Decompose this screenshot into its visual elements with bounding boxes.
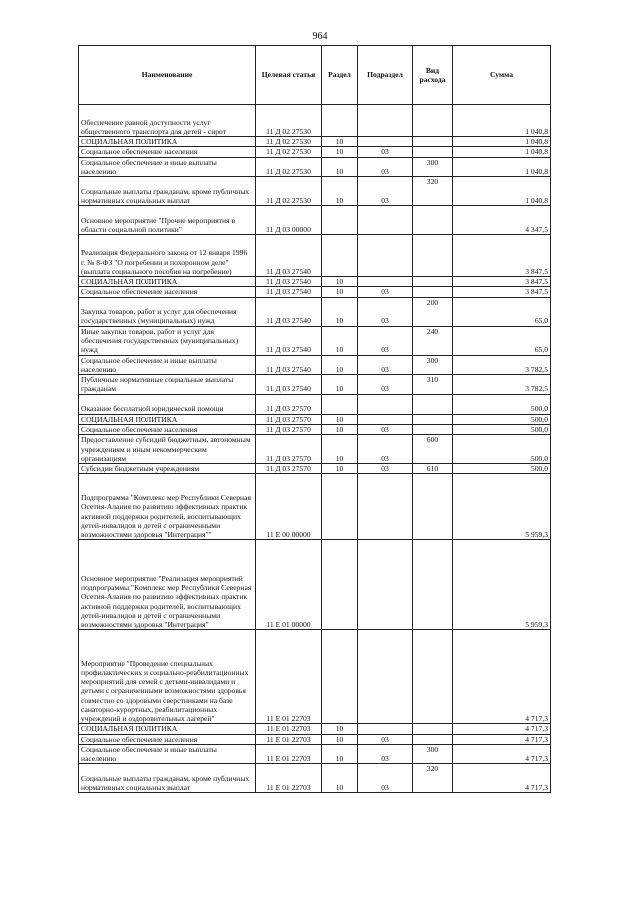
cell-code: 11 Д 02 27530 [256, 177, 322, 206]
cell-subsection [358, 235, 413, 277]
cell-sum: 3 847,5 [453, 235, 551, 277]
cell-kind: 300 [413, 355, 453, 375]
cell-section: 10 [322, 326, 358, 355]
cell-code: 11 Д 03 27570 [256, 414, 322, 424]
cell-subsection: 03 [358, 764, 413, 793]
cell-subsection [358, 394, 413, 414]
header-section: Раздел [322, 46, 358, 105]
cell-code: 11 Е 00 00000 [256, 474, 322, 540]
cell-subsection: 03 [358, 157, 413, 177]
cell-subsection: 03 [358, 177, 413, 206]
cell-subsection [358, 137, 413, 147]
cell-kind: 320 [413, 764, 453, 793]
table-row [79, 326, 551, 355]
table-row [79, 287, 551, 297]
table-row [79, 630, 551, 724]
cell-section [322, 206, 358, 235]
cell-sum: 1 040,8 [453, 177, 551, 206]
cell-name: Субсидии бюджетным учреждениям [79, 464, 256, 474]
header-name: Наименование [79, 46, 256, 105]
table-row [79, 375, 551, 395]
cell-kind [413, 147, 453, 157]
header-sum: Сумма [453, 46, 551, 105]
cell-sum: 1 040,8 [453, 147, 551, 157]
cell-code: 11 Д 02 27530 [256, 105, 322, 137]
cell-kind [413, 474, 453, 540]
cell-section: 10 [322, 137, 358, 147]
header-subsection: Подраздел [358, 46, 413, 105]
cell-name: Основное мероприятие "Прочие мероприятия в области социальной политики" [79, 206, 256, 235]
cell-subsection [358, 105, 413, 137]
cell-code: 11 Д 03 00000 [256, 206, 322, 235]
cell-sum: 500,0 [453, 424, 551, 434]
cell-subsection: 03 [358, 287, 413, 297]
table-row [79, 424, 551, 434]
cell-kind [413, 394, 453, 414]
cell-code: 11 Д 03 27570 [256, 394, 322, 414]
cell-sum: 65,0 [453, 297, 551, 326]
cell-name: Социальное обеспечение и иные выплаты населению [79, 355, 256, 375]
table-row [79, 177, 551, 206]
cell-sum: 1 040,8 [453, 157, 551, 177]
cell-code: 11 Е 01 22703 [256, 734, 322, 744]
cell-sum: 4 717,3 [453, 764, 551, 793]
cell-section [322, 235, 358, 277]
cell-section: 10 [322, 764, 358, 793]
cell-section: 10 [322, 435, 358, 464]
cell-section [322, 630, 358, 724]
cell-kind: 300 [413, 157, 453, 177]
cell-kind [413, 137, 453, 147]
cell-kind [413, 724, 453, 734]
cell-sum: 500,0 [453, 464, 551, 474]
cell-name: Социальное обеспечение населения [79, 287, 256, 297]
cell-code: 11 Д 03 27540 [256, 287, 322, 297]
cell-section: 10 [322, 424, 358, 434]
cell-code: 11 Е 01 22703 [256, 744, 322, 764]
cell-section: 10 [322, 157, 358, 177]
table-row [79, 414, 551, 424]
cell-name: Обеспечение равной доступности услуг общественного транспорта для детей - сирот [79, 105, 256, 137]
cell-subsection [358, 206, 413, 235]
cell-sum: 65,0 [453, 326, 551, 355]
cell-kind: 600 [413, 435, 453, 464]
cell-code: 11 Е 01 22703 [256, 724, 322, 734]
cell-sum: 1 040,8 [453, 105, 551, 137]
cell-sum: 500,0 [453, 435, 551, 464]
budget-table [78, 45, 551, 793]
cell-sum: 5 959,3 [453, 474, 551, 540]
cell-section: 10 [322, 177, 358, 206]
cell-code: 11 Е 01 00000 [256, 540, 322, 630]
table-row [79, 355, 551, 375]
cell-kind [413, 540, 453, 630]
cell-subsection: 03 [358, 464, 413, 474]
cell-kind [413, 277, 453, 287]
cell-sum: 4 717,3 [453, 630, 551, 724]
cell-subsection: 03 [358, 375, 413, 395]
table-row [79, 435, 551, 464]
cell-sum: 3 782,5 [453, 355, 551, 375]
cell-kind [413, 734, 453, 744]
cell-section: 10 [322, 464, 358, 474]
header-code: Целевая статья [256, 46, 322, 105]
cell-subsection: 03 [358, 147, 413, 157]
cell-kind: 300 [413, 744, 453, 764]
cell-subsection [358, 630, 413, 724]
cell-subsection [358, 414, 413, 424]
cell-name: СОЦИАЛЬНАЯ ПОЛИТИКА [79, 724, 256, 734]
table-row [79, 157, 551, 177]
cell-sum: 1 040,8 [453, 137, 551, 147]
table-row [79, 464, 551, 474]
cell-sum: 4 717,3 [453, 734, 551, 744]
header-kind: Вид расхода [413, 46, 453, 105]
cell-subsection [358, 277, 413, 287]
cell-name: Социальное обеспечение населения [79, 734, 256, 744]
cell-code: 11 Д 03 27570 [256, 435, 322, 464]
cell-name: Основное мероприятие "Реализация мероприятий подпрограммы "Комплекс мер Республики Северная Осетия-Алания по развитию эффективных практик активной поддержки родителей, воспитывающих детей-инвалидов и детей с ограниченными возможностями здоровья "Интеграция" [79, 540, 256, 630]
cell-sum: 3 847,5 [453, 287, 551, 297]
cell-code: 11 Е 01 22703 [256, 764, 322, 793]
cell-code: 11 Д 03 27540 [256, 355, 322, 375]
cell-section: 10 [322, 375, 358, 395]
cell-sum: 5 959,3 [453, 540, 551, 630]
cell-code: 11 Д 02 27530 [256, 157, 322, 177]
cell-kind [413, 414, 453, 424]
cell-section: 10 [322, 147, 358, 157]
table-row [79, 277, 551, 287]
cell-kind: 320 [413, 177, 453, 206]
cell-name: Социальные выплаты гражданам, кроме публичных нормативных социальных выплат [79, 177, 256, 206]
cell-sum: 3 782,5 [453, 375, 551, 395]
cell-section [322, 540, 358, 630]
table-row [79, 206, 551, 235]
cell-kind [413, 105, 453, 137]
cell-subsection: 03 [358, 435, 413, 464]
cell-subsection [358, 724, 413, 734]
cell-section [322, 105, 358, 137]
cell-section: 10 [322, 277, 358, 287]
cell-kind [413, 235, 453, 277]
cell-subsection [358, 474, 413, 540]
cell-name: Социальные выплаты гражданам, кроме публичных нормативных социальных выплат [79, 764, 256, 793]
cell-sum: 4 717,3 [453, 744, 551, 764]
cell-sum: 3 847,5 [453, 277, 551, 287]
cell-subsection: 03 [358, 734, 413, 744]
cell-code: 11 Д 02 27530 [256, 137, 322, 147]
cell-subsection [358, 540, 413, 630]
cell-section: 10 [322, 414, 358, 424]
cell-code: 11 Д 03 27540 [256, 326, 322, 355]
cell-name: Социальное обеспечение населения [79, 147, 256, 157]
table-header-row [79, 46, 551, 105]
cell-code: 11 Д 03 27540 [256, 375, 322, 395]
cell-kind [413, 630, 453, 724]
cell-name: СОЦИАЛЬНАЯ ПОЛИТИКА [79, 414, 256, 424]
cell-name: Закупка товаров, работ и услуг для обеспечения государственных (муниципальных) нужд [79, 297, 256, 326]
table-row [79, 734, 551, 744]
cell-kind [413, 206, 453, 235]
cell-kind: 240 [413, 326, 453, 355]
cell-code: 11 Е 01 22703 [256, 630, 322, 724]
cell-code: 11 Д 03 27540 [256, 235, 322, 277]
cell-kind: 200 [413, 297, 453, 326]
cell-section: 10 [322, 734, 358, 744]
page-number: 964 [312, 31, 328, 42]
cell-name: Мероприятие "Проведение специальных профилактических и социально-реабилитационных мероприятий для семей с детьми-инвалидами и детьми с ограниченными возможностями здоровья совместно со здоровыми сверстниками на базе санаторно-курортных, реабилитационных учреждений и оздоровительных лагерей" [79, 630, 256, 724]
cell-section [322, 474, 358, 540]
table-row [79, 724, 551, 734]
table-row [79, 147, 551, 157]
table-row [79, 297, 551, 326]
cell-name: Предоставление субсидий бюджетным, автономным учреждениям и иным некоммерческим организациям [79, 435, 256, 464]
table-row [79, 764, 551, 793]
table-row [79, 744, 551, 764]
cell-kind: 610 [413, 464, 453, 474]
cell-subsection: 03 [358, 297, 413, 326]
cell-sum: 4 347,5 [453, 206, 551, 235]
cell-name: Подпрограмма "Комплекс мер Республики Северная Осетия-Алания по развитию эффективных практик активной поддержки родителей, воспитывающих детей-инвалидов и детей с ограниченными возможностями здоровья "Интеграция"" [79, 474, 256, 540]
cell-section [322, 394, 358, 414]
cell-name: СОЦИАЛЬНАЯ ПОЛИТИКА [79, 277, 256, 287]
table-row [79, 105, 551, 137]
cell-section: 10 [322, 297, 358, 326]
cell-kind [413, 424, 453, 434]
cell-name: Социальное обеспечение и иные выплаты населению [79, 744, 256, 764]
cell-section: 10 [322, 744, 358, 764]
cell-code: 11 Д 03 27540 [256, 297, 322, 326]
cell-subsection: 03 [358, 424, 413, 434]
cell-sum: 500,0 [453, 414, 551, 424]
table-row [79, 394, 551, 414]
cell-name: Реализация Федерального закона от 12 января 1996 г. № 8-ФЗ "О погребении и похоронном деле" (выплата социального пособия на погребение) [79, 235, 256, 277]
table-row [79, 137, 551, 147]
table-row [79, 540, 551, 630]
cell-section: 10 [322, 287, 358, 297]
cell-code: 11 Д 03 27540 [256, 277, 322, 287]
cell-code: 11 Д 02 27530 [256, 147, 322, 157]
cell-kind: 310 [413, 375, 453, 395]
table-row [79, 235, 551, 277]
cell-sum: 500,0 [453, 394, 551, 414]
table-row [79, 474, 551, 540]
cell-kind [413, 287, 453, 297]
cell-name: Социальное обеспечение и иные выплаты населению [79, 157, 256, 177]
cell-name: Оказание бесплатной юридической помощи [79, 394, 256, 414]
cell-section: 10 [322, 355, 358, 375]
cell-code: 11 Д 03 27570 [256, 424, 322, 434]
cell-name: Публичные нормативные социальные выплаты гражданам [79, 375, 256, 395]
cell-subsection: 03 [358, 355, 413, 375]
cell-sum: 4 717,3 [453, 724, 551, 734]
cell-name: Социальное обеспечение населения [79, 424, 256, 434]
cell-name: Иные закупки товаров, работ и услуг для обеспечения государственных (муниципальных) нужд [79, 326, 256, 355]
cell-section: 10 [322, 724, 358, 734]
cell-subsection: 03 [358, 326, 413, 355]
cell-name: СОЦИАЛЬНАЯ ПОЛИТИКА [79, 137, 256, 147]
cell-code: 11 Д 03 27570 [256, 464, 322, 474]
cell-subsection: 03 [358, 744, 413, 764]
